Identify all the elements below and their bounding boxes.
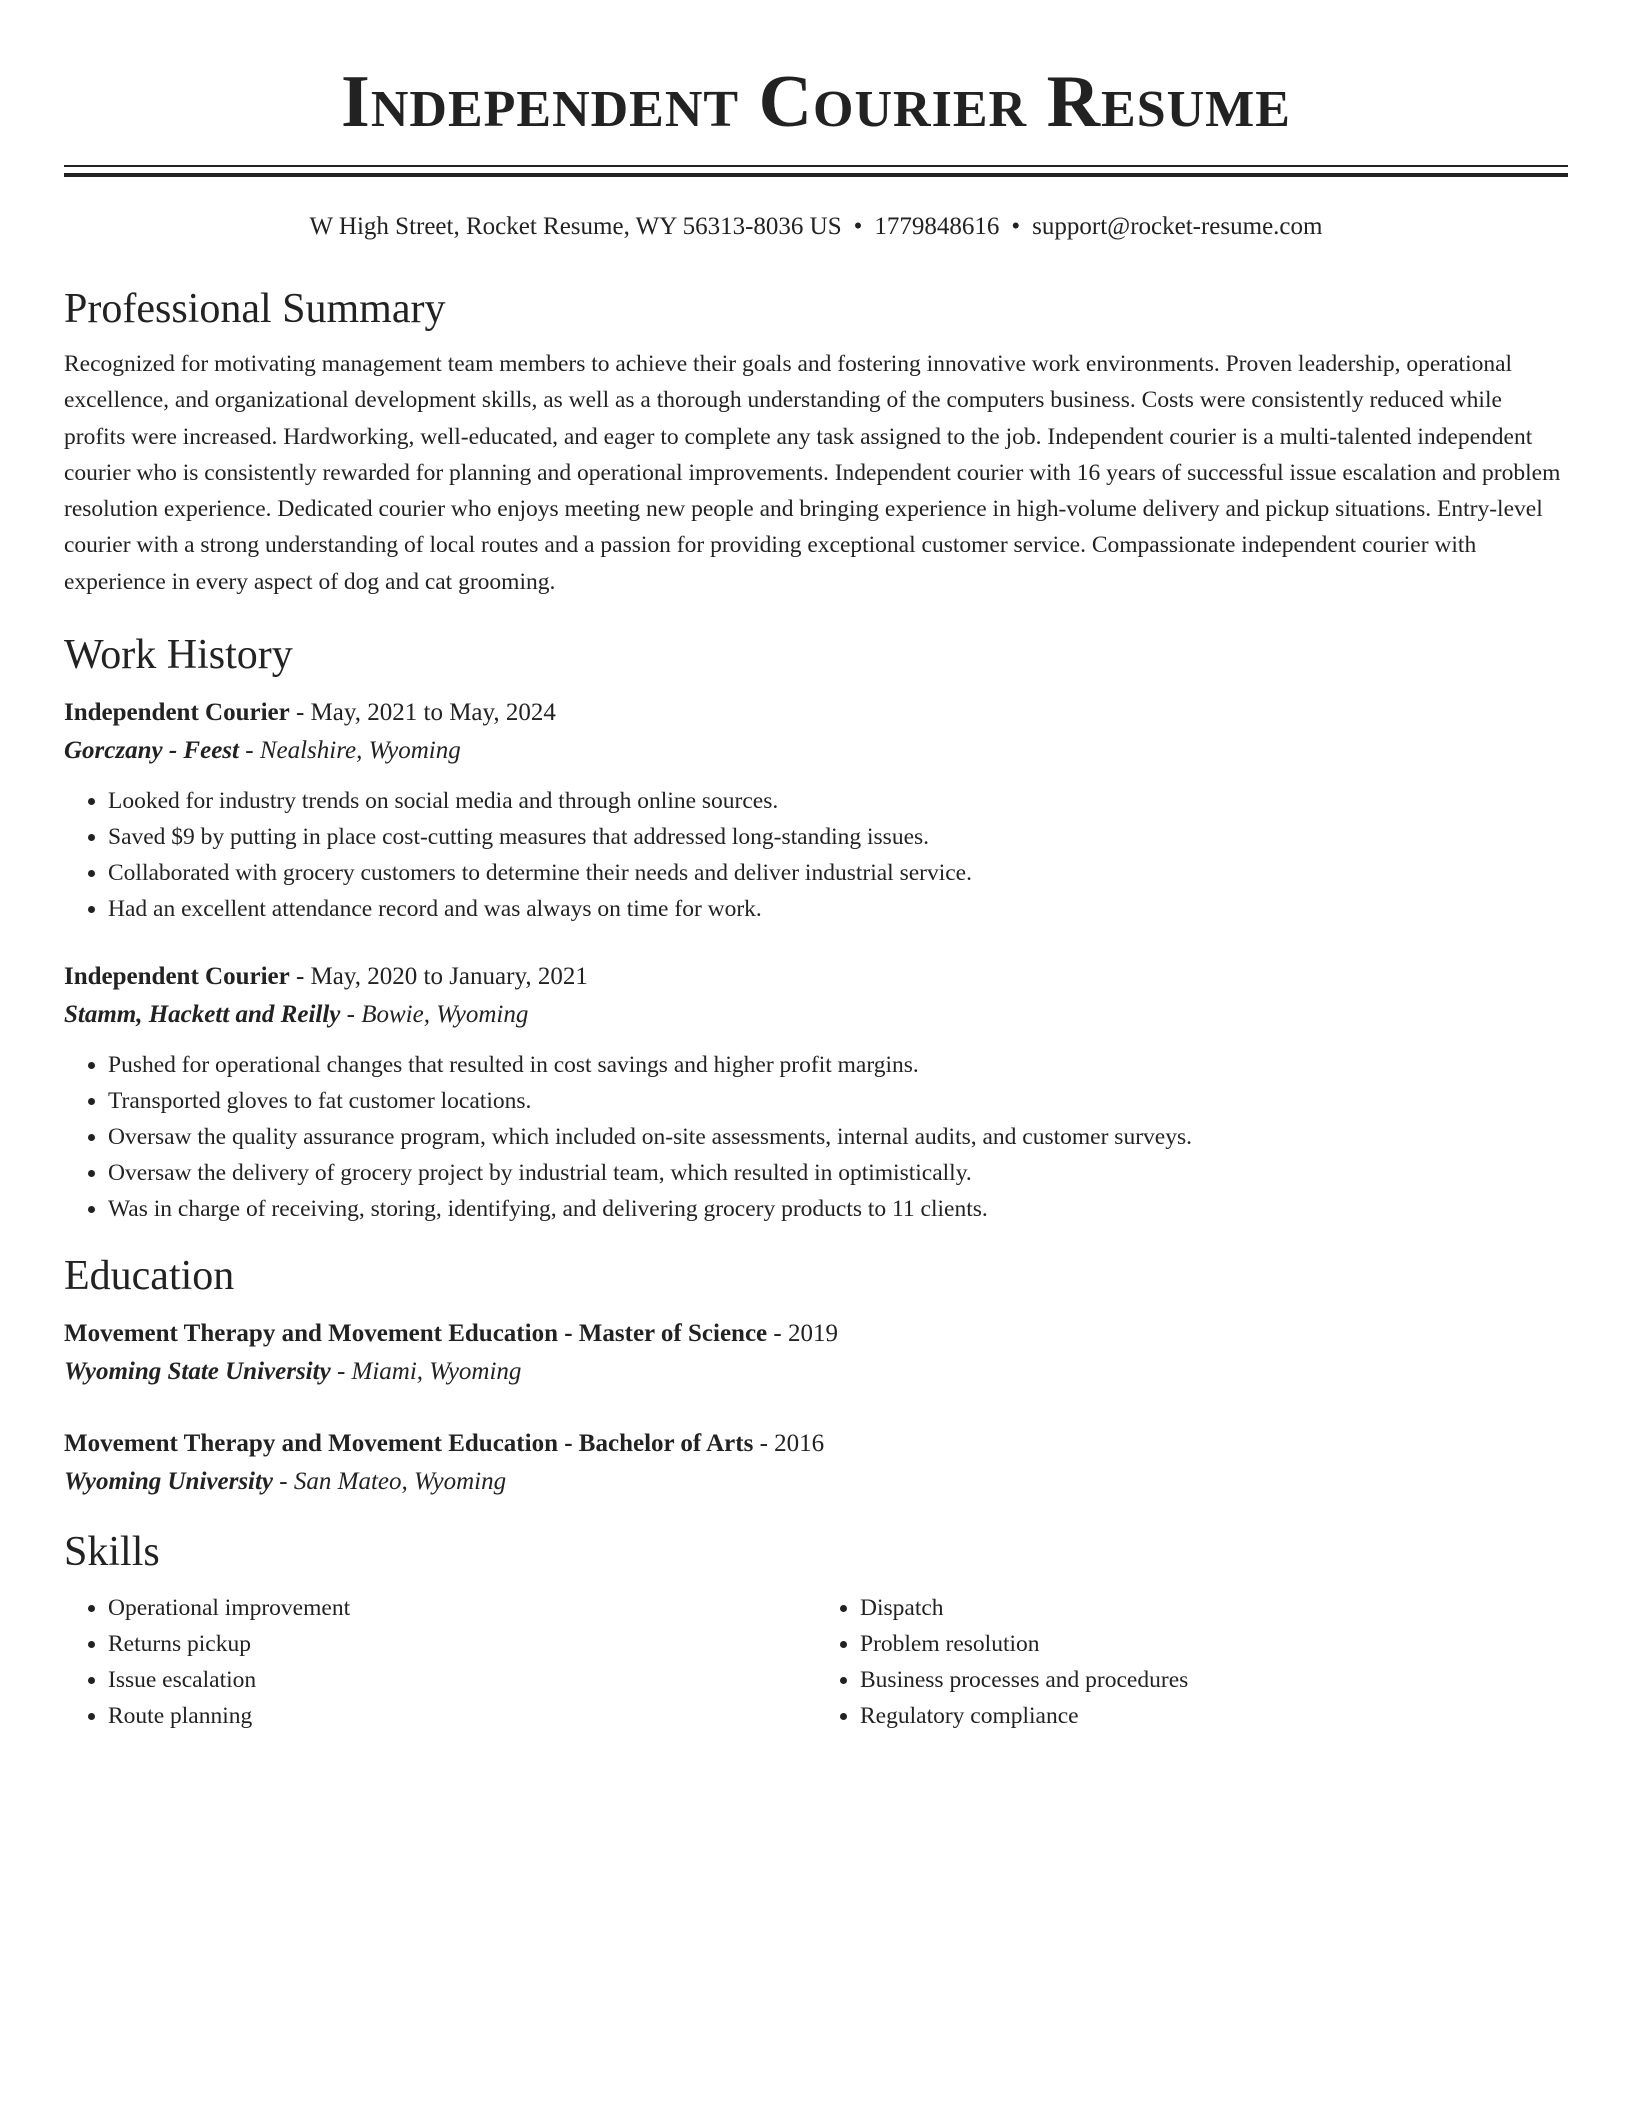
job-company-line	[64, 996, 1568, 1034]
job-location: Bowie, Wyoming	[361, 1001, 529, 1029]
education-dash: -	[753, 1430, 775, 1458]
skill-item: • Issue escalation	[108, 1662, 816, 1698]
skill-item: • Problem resolution	[860, 1626, 1568, 1662]
job-dash: -	[340, 1001, 362, 1029]
job-dash: -	[238, 737, 260, 765]
skill-item: • Regulatory compliance	[860, 1698, 1568, 1734]
education-degree-line	[64, 1315, 1568, 1353]
job-dates: May, 2020 to January, 2021	[310, 963, 588, 991]
job-bullet: • Collaborated with grocery customers to determine their needs and deliver industrial service.	[108, 855, 1568, 891]
contact-phone: 1779848616	[874, 213, 1000, 240]
education-school: Wyoming University	[64, 1468, 274, 1496]
resume-title: Independent Courier Resume	[341, 61, 1291, 143]
summary-text: Recognized for motivating management team members to achieve their goals and fostering innovative work environments. Proven leadership, operational excellence, and organizational development skills, as well as a thorough understanding of the computers business. Costs were consistently reduced while profits were increased. Hardworking, well-educated, and eager to complete any task assigned to the job. Independent courier is a multi-talented independent courier who is consistently rewarded for planning and operational improvements. Independent courier with 16 years of successful issue escalation and problem resolution experience. Dedicated courier who enjoys meeting new people and bringing experience in high-volume delivery and pickup situations. Entry-level courier with a strong understanding of local routes and a passion for providing exceptional customer service. Compassionate independent courier with experience in every aspect of dog and cat grooming.	[64, 351, 1561, 595]
education-school-line	[64, 1353, 1568, 1391]
job-bullet: • Was in charge of receiving, storing, identifying, and delivering grocery products to 11 clients.	[108, 1191, 1568, 1227]
education-degree: Movement Therapy and Movement Education - Master of Science	[64, 1320, 768, 1348]
job-company: Stamm, Hackett and Reilly	[64, 1001, 341, 1029]
work-history-heading: Work History	[64, 632, 293, 679]
job-bullet: • Had an excellent attendance record and was always on time for work.	[108, 891, 1568, 927]
job-title: Independent Courier	[64, 699, 290, 727]
skill-item: • Returns pickup	[108, 1626, 816, 1662]
job-title-line	[64, 958, 1568, 996]
job-bullet: • Oversaw the delivery of grocery project by industrial team, which resulted in optimistically.	[108, 1155, 1568, 1191]
education-degree: Movement Therapy and Movement Education - Bachelor of Arts	[64, 1430, 754, 1458]
title-divider-thin	[64, 165, 1568, 167]
contact-line	[64, 211, 1568, 243]
education-year: 2019	[787, 1320, 838, 1348]
education-dash: -	[273, 1468, 294, 1496]
education-location: San Mateo, Wyoming	[293, 1468, 507, 1496]
contact-address: W High Street, Rocket Resume, WY 56313-8036 US	[309, 213, 842, 240]
skills-grid	[64, 1590, 1568, 1734]
job-entry	[64, 694, 1568, 927]
job-bullets	[64, 1047, 1568, 1227]
summary-heading: Professional Summary	[64, 286, 446, 332]
skill-item: • Business processes and procedures	[860, 1662, 1568, 1698]
job-location: Nealshire, Wyoming	[259, 737, 461, 765]
job-bullet: • Transported gloves to fat customer locations.	[108, 1083, 1568, 1119]
resume-page	[64, 0, 1568, 1734]
job-title: Independent Courier	[64, 963, 290, 991]
job-company-line	[64, 732, 1568, 770]
job-entry	[64, 958, 1568, 1227]
education-dash: -	[330, 1358, 352, 1386]
job-title-line	[64, 694, 1568, 732]
skill-item: • Dispatch	[860, 1590, 1568, 1626]
education-entry	[64, 1315, 1568, 1391]
education-heading: Education	[64, 1253, 235, 1300]
education-location: Miami, Wyoming	[351, 1358, 522, 1386]
education-school: Wyoming State University	[64, 1358, 331, 1386]
skills-heading: Skills	[64, 1529, 160, 1576]
job-bullets	[64, 783, 1568, 927]
job-bullet: • Oversaw the quality assurance program, which included on-site assessments, internal audits, and customer surveys.	[108, 1119, 1568, 1155]
job-bullet: • Saved $9 by putting in place cost-cutting measures that addressed long-standing issues.	[108, 819, 1568, 855]
skills-column-right	[816, 1590, 1568, 1734]
education-degree-line	[64, 1425, 1568, 1463]
skill-item: • Operational improvement	[108, 1590, 816, 1626]
education-entry	[64, 1425, 1568, 1501]
job-bullet: • Looked for industry trends on social media and through online sources.	[108, 783, 1568, 819]
job-company: Gorczany - Feest	[64, 737, 239, 765]
contact-separator: •	[853, 213, 863, 240]
education-school-line	[64, 1463, 1568, 1501]
education-dash: -	[767, 1320, 788, 1348]
contact-email: support@rocket-resume.com	[1032, 213, 1323, 240]
skills-column-left	[64, 1590, 816, 1734]
skill-item: • Route planning	[108, 1698, 816, 1734]
job-dash: -	[289, 963, 311, 991]
title-divider-thick	[64, 173, 1568, 177]
job-dates: May, 2021 to May, 2024	[310, 699, 556, 727]
contact-separator: •	[1011, 213, 1021, 240]
job-bullet: • Pushed for operational changes that resulted in cost savings and higher profit margins.	[108, 1047, 1568, 1083]
education-year: 2016	[774, 1430, 825, 1458]
job-dash: -	[289, 699, 311, 727]
